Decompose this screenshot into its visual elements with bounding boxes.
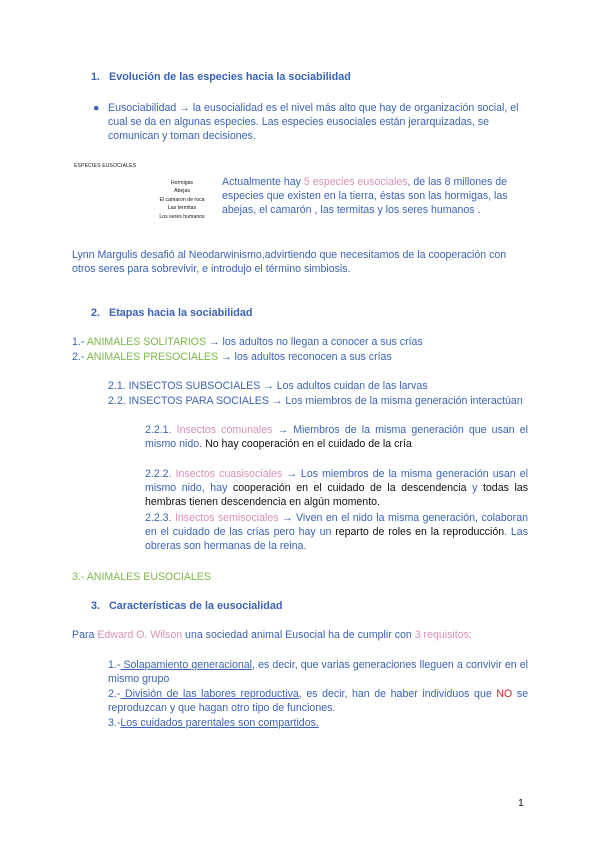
thumbnail-species-list: Hormigas Abejas El camaron de roca Las termitas Los seres humanos [159,180,205,220]
section-3-title: Características de la eusocialidad [109,600,283,612]
stage-2-line: 2.- ANIMALES PRESOCIALES → los adultos reconocen a sus crías [72,351,392,363]
section-2-title: Etapas hacia la sociabilidad [109,307,253,319]
section-2-heading: 2. Etapas hacia la sociabilidad [91,307,253,319]
section-1-heading: 1. Evolución de las especies hacia la sociabilidad [91,71,351,83]
stage-2-1-line: 2.1. INSECTOS SUBSOCIALES → Los adultos cuidan de las larvas [108,380,428,392]
stage-2-2-1-paragraph: 2.2.1. Insectos comunales → Miembros de la misma generación que usan el mismo nido. No hay cooperación en el cuidado de la cría [145,424,528,451]
stage-1-line: 1.- ANIMALES SOLITARIOS → los adultos no llegan a conocer a sus crías [72,336,423,348]
margulis-paragraph: Lynn Margulis desafió al Neodarwinismo,advirtiendo que necesitamos de la cooperación con otros seres para sobrevivir, e introdujo el término simbiosis. [72,249,507,276]
requirement-3: 3.-Los cuidados parentales son compartidos. [108,717,319,729]
requirement-2: 2.- División de las labores reproductiva, es decir, han de haber individuos que NO se reproduzcan y que hagan otro tipo de funciones. [108,688,528,715]
stage-2-2-2-paragraph: 2.2.2. Insectos cuasisociales → Los miembros de la misma generación usan el mismo nido, hay cooperación en el cuidado de la descendencia y todas las hembras tienen descendencia en algún momento. [145,468,528,509]
requirement-1: 1.- Solapamiento generacional, es decir, que varias generaciones lleguen a convivir en el mismo grupo [108,659,528,686]
page-number: 1 [518,797,524,809]
species-count-paragraph: Actualmente hay 5 especies eusociales, de las 8 millones de especies que existen en la tierra, éstas son las hormigas, las abejas, el camarón , las termitas y los seres humanos . [222,176,508,217]
stage-2-2-paragraph: 2.2. INSECTOS PARA SOCIALES → Los miembros de la misma generación interactúan [108,395,523,407]
eusocial-species-thumbnail: ESPECIES EUSOCIALES Hormigas Abejas El camaron de roca Las termitas Los seres humanos [74,163,214,233]
section-1-title: Evolución de las especies hacia la sociabilidad [109,71,351,83]
eusociabilidad-paragraph: ● Eusociabilidad → la eusocialidad es el nivel más alto que hay de organización social, el cual se da en algunas especies. Las especies eusociales están jerarquizadas, se comunican y toman decisiones. [93,102,519,143]
stage-3-line: 3.- ANIMALES EUSOCIALES [72,571,211,583]
stage-2-2-3-paragraph: 2.2.3. Insectos semisociales → Viven en el nido la misma generación, colaboran en el cuidado de las crías pero hay un reparto de roles en la reproducción. Las obreras son hermanas de la reina. [145,512,528,553]
section-3-heading: 3. Características de la eusocialidad [91,600,283,612]
wilson-intro: Para Edward O. Wilson una sociedad animal Eusocial ha de cumplir con 3 requisitos: [72,629,472,641]
bullet-icon: ● [93,102,100,114]
